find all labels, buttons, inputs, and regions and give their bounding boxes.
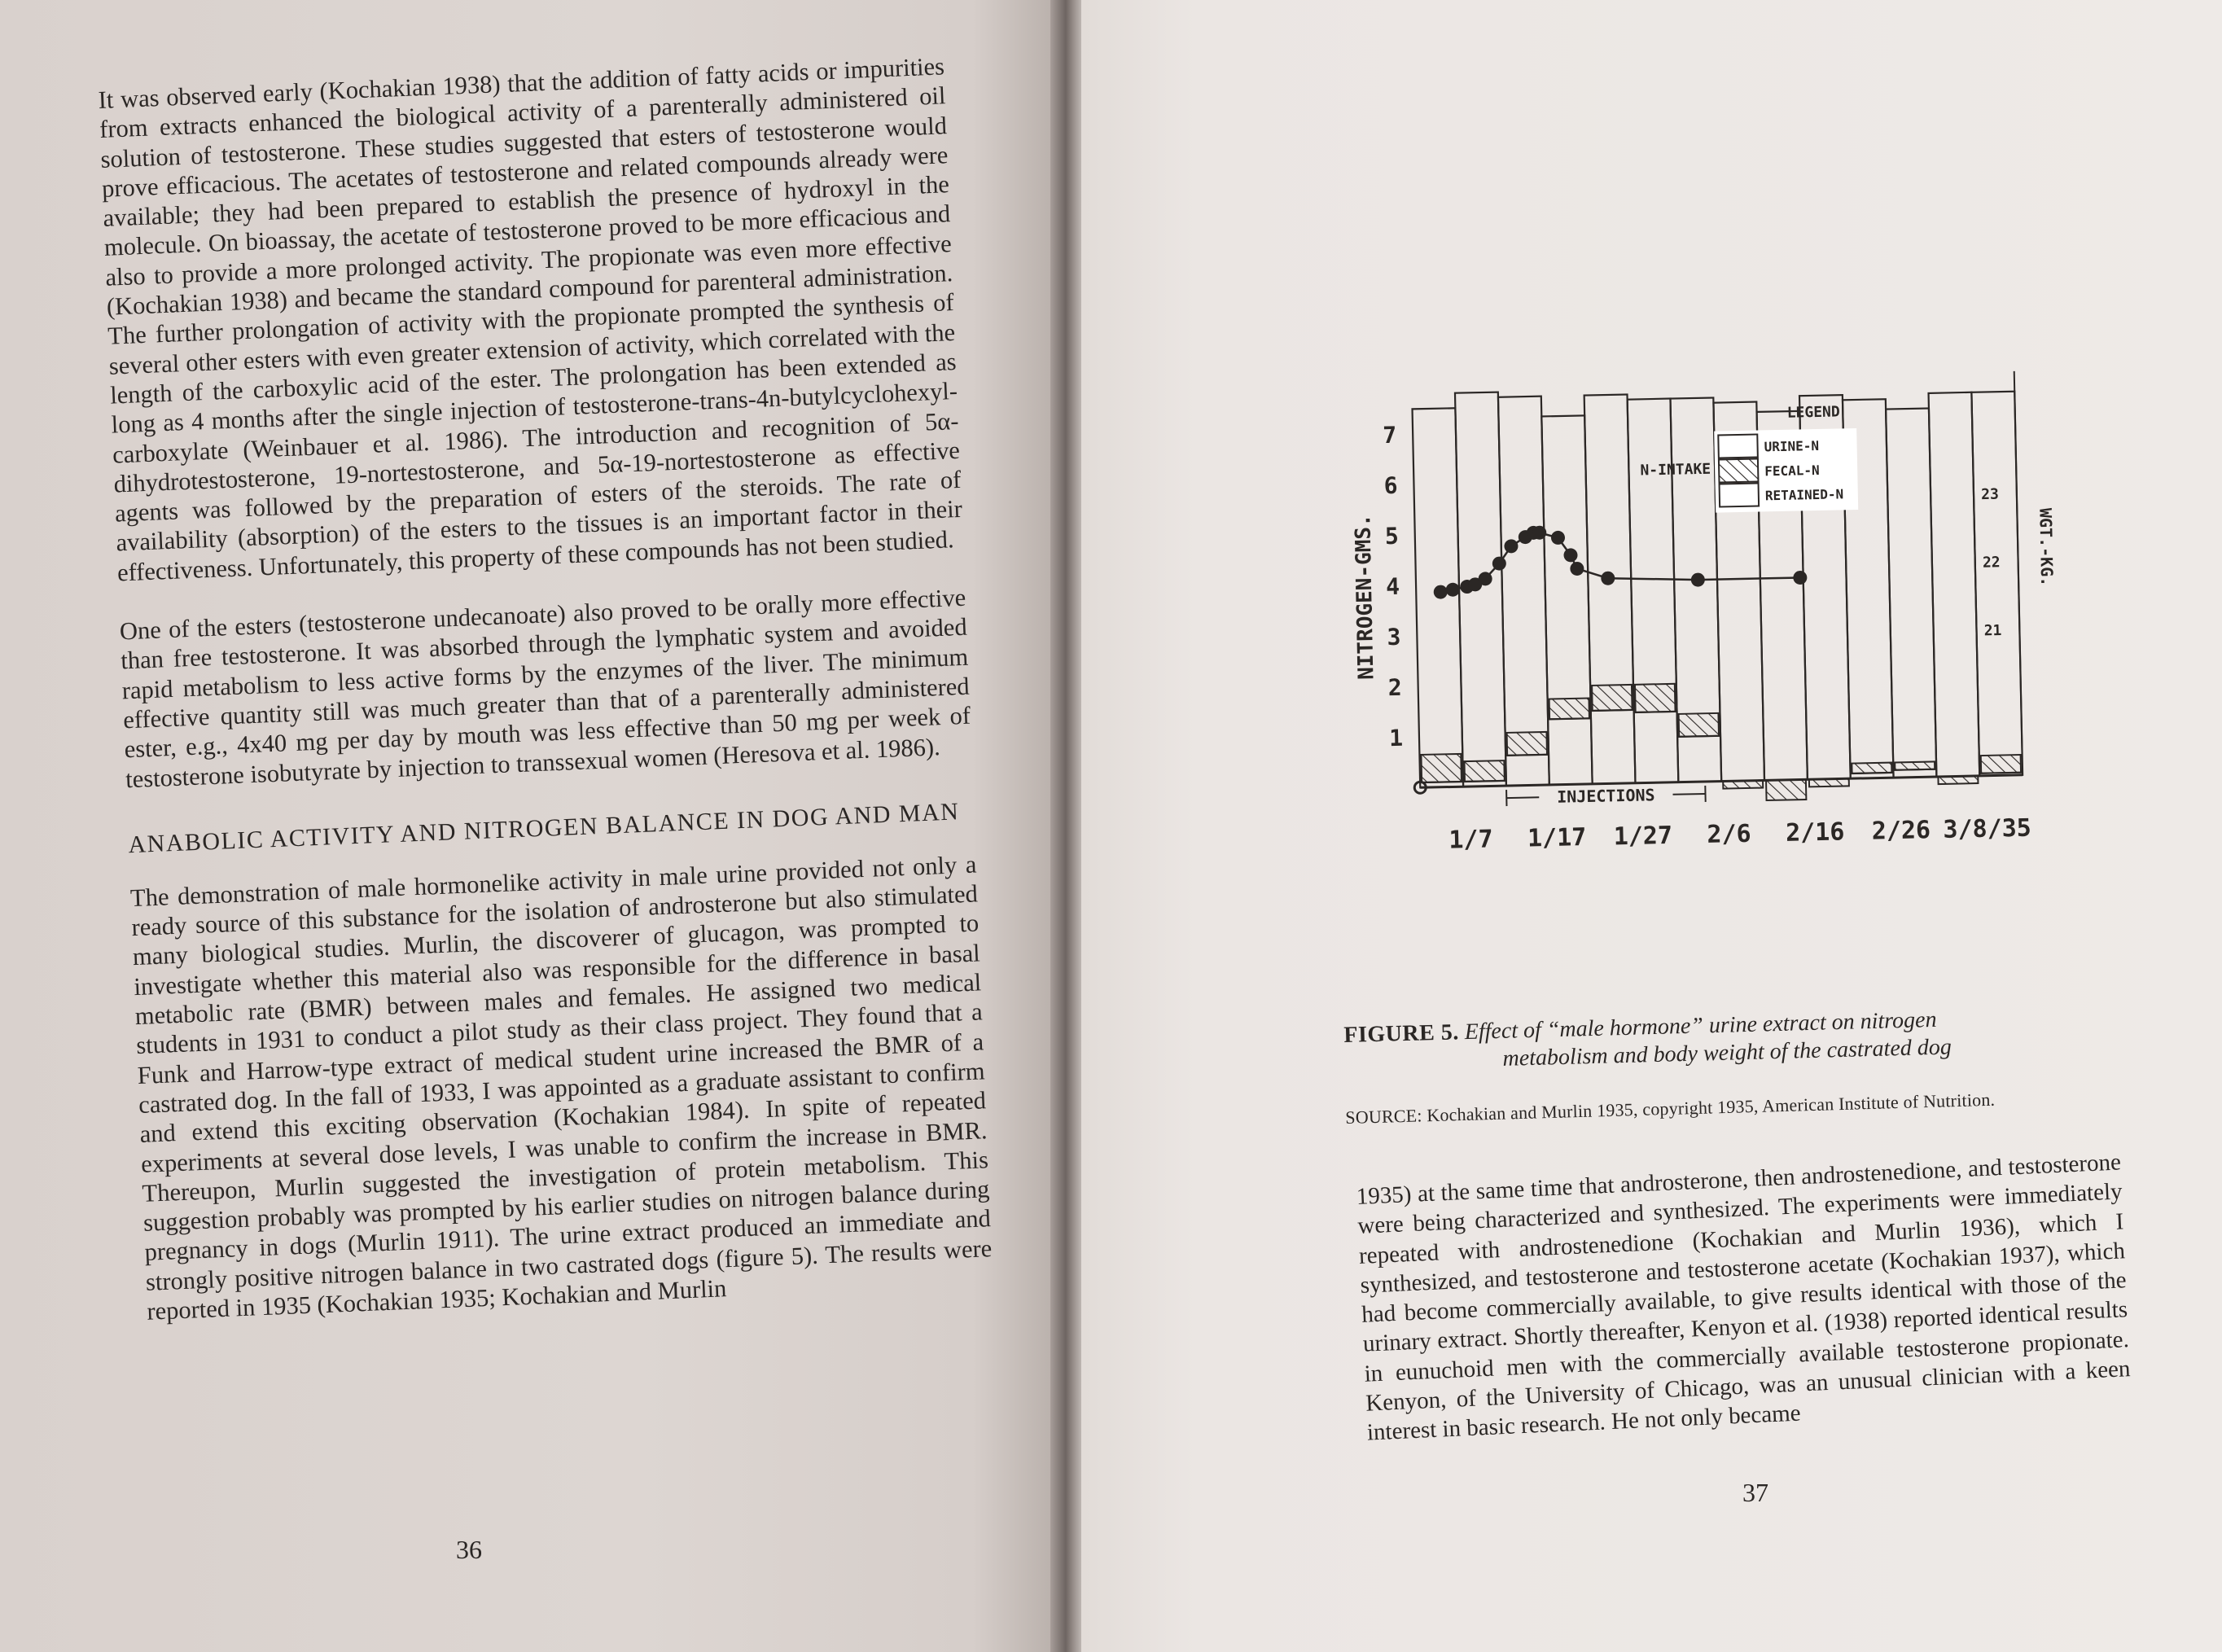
y-tick-label: 5 [1384, 522, 1400, 550]
legend-label-urine-n: URINE-N [1764, 437, 1820, 455]
body-weight-point [1551, 531, 1565, 545]
legend-label-retained-n: RETAINED-N [1764, 486, 1844, 504]
y2-tick-label: 23 [1980, 485, 2000, 504]
body-paragraph-oral-ester: One of the esters (testosterone undecanoate) also proved to be orally more effective than free testosterone. It was absorbed through the lymphatic system and avoided rapid metabolism to less active forms by the enzymes of the liver. The minimum effective quantity still was much greater than that of a parenterally administered ester, e.g., 4x40 mg per day by mouth was less effective than 50 mg per week of testosterone isobutyrate by injection to transsexual women (Heresova et al. 1986). [119, 583, 971, 793]
y-tick-label: 3 [1387, 623, 1401, 651]
body-weight-line [1432, 520, 1808, 599]
legend-title: LEGEND [1786, 403, 1840, 422]
injections-annotation: INJECTIONS [1556, 785, 1655, 807]
left-page-text [98, 51, 993, 1326]
fecal-n-segment [1549, 699, 1589, 720]
page-number-left: 36 [456, 1535, 482, 1564]
body-paragraph-esters: It was observed early (Kochakian 1938) that the addition of fatty acids or impurities from extracts enhanced the biological activity of a parenterally administered oil solution of testosterone. These studies suggested that esters of testosterone would prove efficacious. The acetates of testosterone and related compounds already were available; they had been prepared to establish the presence of hydroxyl in the molecule. On bioassay, the acetate of testosterone proved to be more efficacious and also to provide a more prolonged activity. The propionate was even more effective (Kochakian 1938) and became the standard compound for parenteral administration. The further prolongation of activity with the propionate prompted the synthesis of several other esters with even greater extension of activity, which correlated with the length of the carboxylic acid of the ester. The prolongation has been extended as long as 4 months after the single injection of testosterone-trans-4n-butylcyclohexyl-carboxylate (Weinbauer et al. 1986). The introduction and recognition of 5α-dihydrotestosterone, 19-nortestosterone, and 5α-19-nortestosterone as effective agents was followed by the preparation of esters of the steroids. The rate of availability (absorption) of the esters to the tissues is an important factor in their effectiveness. Unfortunately, this property of these compounds has not been studied. [98, 52, 963, 587]
figure-title-line1: Effect of “male hormone” urine extract on nitrogen [1464, 1006, 1937, 1045]
legend-group-label: N-INTAKE [1640, 460, 1711, 480]
y2-axis-label: WGT.-KG. [2036, 507, 2058, 587]
y-axis-label: NITROGEN-GMS. [1351, 514, 1379, 681]
figure-label: FIGURE 5. [1343, 1019, 1460, 1048]
body-paragraph-continuation: 1935) at the same time that androsterone, then androstenedione, and testosterone were being characterized and synthesized. The experiments were immediately repeated with androstenedione (Kochakian and Murlin 1936), which I synthesized, and testosterone and testosterone acetate (Kochakian 1937), which had become commercially available, to give results identical with those of the urinary extract. Shortly thereafter, Kenyon et al. (1938) reported identical results in eunuchoid men with the commercially available testosterone propionate. Kenyon, of the University of Chicago, was an unusual clinician with a keen interest in basic research. He not only became [1356, 1149, 2132, 1447]
body-weight-point [1434, 585, 1448, 598]
figure-source: SOURCE: Kochakian and Murlin 1935, copyright 1935, American Institute of Nutrition. [1345, 1089, 1996, 1128]
fecal-n-segment [1852, 763, 1891, 773]
right-page-text [1356, 1147, 2132, 1448]
body-weight-point [1601, 572, 1615, 585]
body-weight-curve [1440, 528, 1800, 593]
body-weight-point [1504, 539, 1518, 553]
y-tick-label: 1 [1388, 724, 1404, 752]
fecal-n-segment [1766, 779, 1806, 800]
x-tick-label: 2/6 [1707, 819, 1752, 849]
legend-swatch [1718, 435, 1758, 458]
y-tick-label: 7 [1382, 421, 1397, 449]
body-weight-point [1446, 583, 1460, 597]
chart-axes [1382, 371, 2031, 856]
fecal-n-segment [1981, 755, 2021, 773]
right-frame-line [2014, 371, 2023, 751]
x-tick-label: 1/17 [1527, 823, 1587, 853]
x-tick-label: 1/27 [1613, 821, 1673, 852]
y2-tick-label: 21 [1983, 621, 2002, 640]
figure-title-line2: metabolism and body weight of the castrated dog [1502, 1034, 1952, 1071]
y-tick-label: 2 [1387, 673, 1403, 702]
legend-label-fecal-n: FECAL-N [1764, 462, 1820, 480]
body-weight-point [1563, 548, 1577, 562]
y-tick-label: 6 [1383, 471, 1398, 500]
legend-swatch [1720, 484, 1760, 507]
body-weight-point [1691, 572, 1705, 586]
page-number-right: 37 [1742, 1478, 1768, 1507]
n-intake-bar [1971, 392, 2023, 776]
n-intake-bar [1541, 415, 1592, 785]
y2-tick-label: 22 [1982, 554, 2001, 572]
fecal-n-segment [1635, 684, 1676, 712]
x-tick-label: 2/16 [1785, 817, 1845, 848]
x-tick-label: 3/8/35 [1943, 813, 2032, 844]
body-paragraph-nitrogen: The demonstration of male hormonelike activity in male urine provided not only a ready source of this substance for the isolation of androsterone but also stimulated many biological studies. Murlin, the discoverer of glucagon, was prompted to investigate whether this material also was responsible for the difference in basal metabolic rate (BMR) between males and females. He assigned two medical students in 1931 to conduct a pilot study as their class project. They found that a Funk and Harrow-type extract of medical student urine increased the BMR of a castrated dog. In the fall of 1933, I was appointed as a graduate assistant to confirm and extend this exciting observation (Kochakian 1984). In spite of repeated experiments at several dose levels, I was unable to confirm the increase in BMR. Thereupon, Murlin suggested the investigation of protein metabolism. This suggestion probably was prompted by his earlier studies on nitrogen balance during pregnancy in dogs (Murlin 1911). The urine extract produced an immediate and strongly positive nitrogen balance in two castrated dogs (figure 5). The results were reported in 1935 (Kochakian 1935; Kochakian and Murlin [129, 850, 993, 1326]
n-intake-bar [1886, 409, 1936, 778]
left-page [0, 0, 1057, 1652]
fecal-n-segment [1592, 685, 1632, 711]
injections-bracket-left [1506, 797, 1539, 798]
body-weight-point [1793, 571, 1807, 585]
fecal-n-segment [1507, 732, 1547, 756]
figure-5-chart [1327, 221, 2076, 1018]
injections-bracket-right [1673, 794, 1706, 795]
body-weight-point [1570, 562, 1584, 576]
fecal-n-segment [1679, 713, 1719, 737]
y-tick-label: 4 [1385, 572, 1400, 601]
fecal-n-segment [1421, 754, 1462, 782]
fecal-n-segment [1895, 761, 1935, 769]
x-tick-label: 1/7 [1448, 825, 1493, 855]
book-gutter [1050, 0, 1085, 1652]
x-tick-label: 2/26 [1871, 816, 1931, 846]
section-heading: ANABOLIC ACTIVITY AND NITROGEN BALANCE IN DOG AND MAN [127, 798, 960, 859]
fecal-n-segment [1464, 760, 1504, 782]
legend-swatch [1719, 459, 1759, 483]
